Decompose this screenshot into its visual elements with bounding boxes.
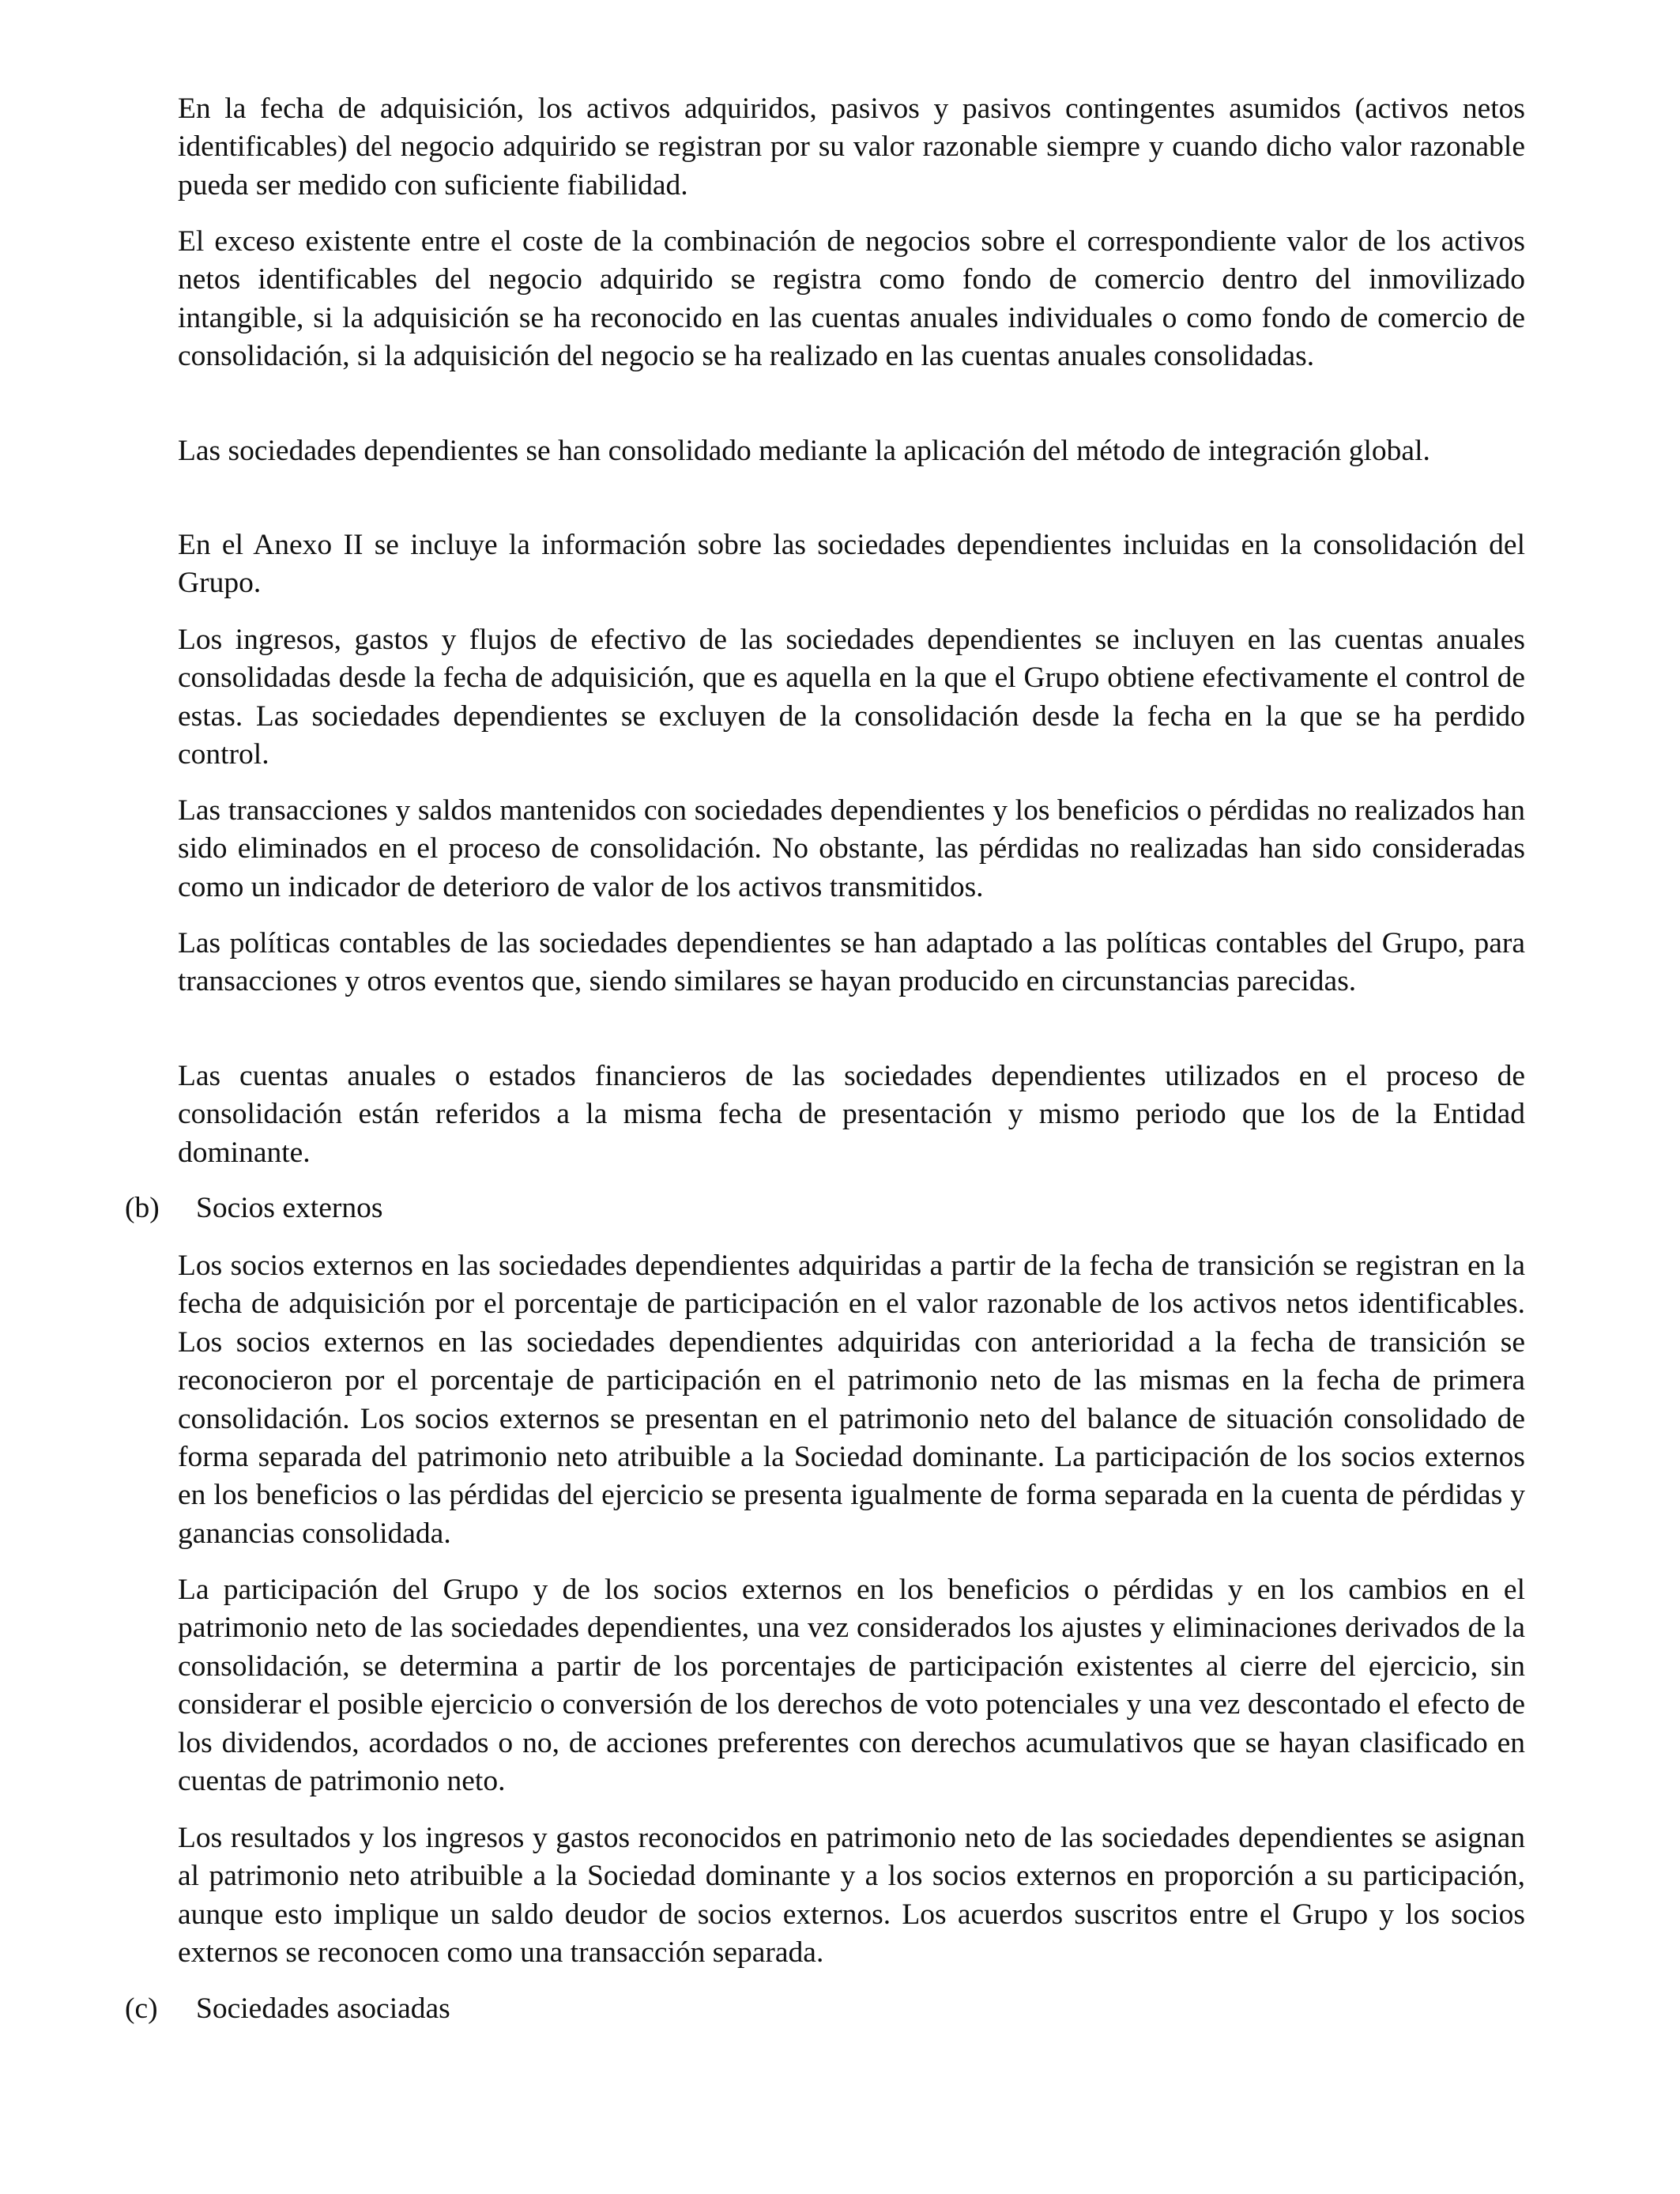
- paragraph-anexo-ii: En el Anexo II se incluye la información sobre las sociedades dependientes incluidas en la consolidación del Grupo.: [178, 529, 1525, 600]
- paragraph-integracion-global: Las sociedades dependientes se han consolidado mediante la aplicación del método de integración global.: [178, 435, 1430, 467]
- paragraph-socios-externos-registro: Los socios externos en las sociedades dependientes adquiridas a partir de la fecha de transición se registran en la fecha de adquisición por el porcentaje de participación en el valor razonable de los activos netos identificables. Los socios externos en las sociedades dependientes adquiridas con anterioridad a la fecha de transición se reconocieron por el porcentaje de participación en el patrimonio neto de las mismas en la fecha de primera consolidación. Los socios externos se presentan en el patrimonio neto del balance de situación consolidado de forma separada del patrimonio neto atribuible a la Sociedad dominante. La participación de los socios externos en los beneficios o las pérdidas del ejercicio se presenta igualmente de forma separada en la cuenta de pérdidas y ganancias consolidada.: [178, 1250, 1525, 1550]
- paragraph-transacciones-saldos: Las transacciones y saldos mantenidos con sociedades dependientes y los beneficios o pérdidas no realizados han sido eliminados en el proceso de consolidación. No obstante, las pérdidas no realizadas han sido consideradas como un indicador de deterioro de valor de los activos transmitidos.: [178, 794, 1525, 903]
- paragraph-exceso-fondo-comercio: El exceso existente entre el coste de la combinación de negocios sobre el correspondiente valor de los activos netos identificables del negocio adquirido se registra como fondo de comercio dentro del inmovilizado intangible, si la adquisición se ha reconocido en las cuentas anuales individuales o como fondo de comercio de consolidación, si la adquisición del negocio se ha realizado en las cuentas anuales consolidadas.: [178, 225, 1525, 373]
- paragraph-fecha-adquisicion: En la fecha de adquisición, los activos adquiridos, pasivos y pasivos contingentes asumidos (activos netos identificables) del negocio adquirido se registran por su valor razonable siempre y cuando dicho valor razonable pueda ser medido con suficiente fiabilidad.: [178, 92, 1525, 202]
- paragraph-resultados-ingresos: Los resultados y los ingresos y gastos reconocidos en patrimonio neto de las sociedades dependientes se asignan al patrimonio neto atribuible a la Sociedad dominante y a los socios externos en proporción a su participación, aunque esto implique un saldo deudor de socios externos. Los acuerdos suscritos entre el Grupo y los socios externos se reconocen como una transacción separada.: [178, 1822, 1525, 1970]
- section-heading-socios-externos: [125, 1189, 382, 1227]
- paragraph-participacion-grupo: La participación del Grupo y de los socios externos en los beneficios o pérdidas y en los cambios en el patrimonio neto de las sociedades dependientes, una vez considerados los ajustes y eliminaciones derivados de la consolidación, se determina a partir de los porcentajes de participación existentes al cierre del ejercicio, sin considerar el posible ejercicio o conversión de los derechos de voto potenciales y una vez descontado el efecto de los dividendos, acordados o no, de acciones preferentes con derechos acumulativos que se hayan clasificado en cuentas de patrimonio neto.: [178, 1574, 1525, 1798]
- section-heading-sociedades-asociadas: [125, 1990, 450, 2028]
- paragraph-cuentas-anuales: Las cuentas anuales o estados financieros de las sociedades dependientes utilizados en el proceso de consolidación están referidos a la misma fecha de presentación y mismo periodo que los de la Entidad dominante.: [178, 1060, 1525, 1169]
- section-title-b: Socios externos: [196, 1192, 383, 1224]
- section-title-c: Sociedades asociadas: [196, 1992, 450, 2025]
- paragraph-politicas-contables: Las políticas contables de las sociedades dependientes se han adaptado a las políticas contables del Grupo, para transacciones y otros eventos que, siendo similares se hayan producido en circunstancias parecidas.: [178, 927, 1525, 998]
- paragraph-ingresos-gastos-flujos: Los ingresos, gastos y flujos de efectivo de las sociedades dependientes se incluyen en las cuentas anuales consolidadas desde la fecha de adquisición, que es aquella en la que el Grupo obtiene efectivamente el control de estas. Las sociedades dependientes se excluyen de la consolidación desde la fecha en la que se ha perdido control.: [178, 624, 1525, 771]
- section-letter-c: (c): [125, 1992, 158, 2025]
- section-letter-b: (b): [125, 1192, 160, 1224]
